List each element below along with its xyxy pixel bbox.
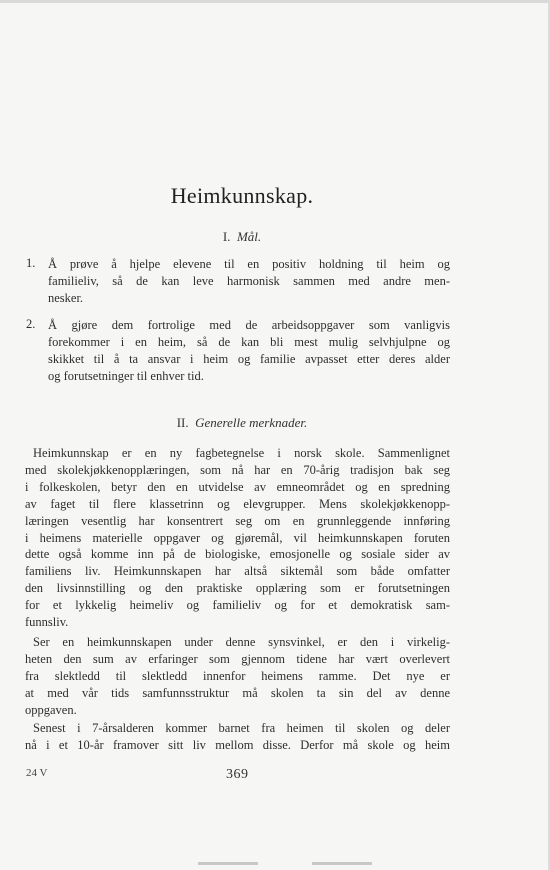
text-line: Ser en heimkunnskapen under denne synsvinkel, er den i virkelig- <box>33 635 450 649</box>
text-line: den livsinnstilling og den praktiske opplæring som er forutsetningen <box>25 581 450 596</box>
scan-mark <box>312 862 372 865</box>
section-title: Mål. <box>236 229 262 244</box>
text-line: oppgaven. <box>25 702 77 717</box>
text-line: nesker. <box>48 290 84 305</box>
scan-mark <box>198 862 258 865</box>
text-line: og forutsetninger til enhver tid. <box>48 368 204 383</box>
text-line: læringen vesentlig har konsentrert seg om en grunnleggende innføring <box>25 513 450 528</box>
goal-item <box>48 317 450 385</box>
section-number: II. <box>176 415 189 430</box>
text-line: familieliv, så de kan leve harmonisk sammen med andre men- <box>48 273 450 288</box>
page-title: Heimkunnskap. <box>170 183 314 208</box>
text-line: Senest i 7-årsalderen kommer barnet fra heimen til skolen og deler <box>33 721 450 735</box>
section-number: I. <box>222 229 231 244</box>
text-line: Å prøve å hjelpe elevene til en positiv holdning til heim og <box>48 257 450 271</box>
paragraph <box>25 445 450 631</box>
goal-number: 2. <box>26 317 36 331</box>
text-line: familiens liv. Heimkunnskapen har altså siktemål som både omfatter <box>25 564 450 579</box>
text-line: i heimens materielle oppgaver og gjøremål, vil heimkunnskapen foruten <box>25 530 450 545</box>
section-heading-goals <box>0 229 484 245</box>
goal-number: 1. <box>26 256 36 270</box>
text-line: funnsliv. <box>25 615 69 630</box>
text-line: med skolekjøkkenopplæringen, som nå har en 70-årig tradisjon bak seg <box>25 462 450 477</box>
text-line: fra slektledd til slektledd innenfor heimens ramme. Det nye er <box>25 668 450 683</box>
text-line: heten den sum av erfaringer som gjennom tidene har vært overlevert <box>25 651 450 666</box>
page-top-edge <box>0 0 550 3</box>
paragraph <box>25 720 450 754</box>
text-line: forekommer i en heim, så de kan bli mest mulig selvhjulpne og <box>48 334 450 349</box>
text-line: dette også komme inn på de biologiske, emosjonelle og sosiale sider av <box>25 547 450 562</box>
text-line: at med vår tids samfunnsstruktur må skolen ta sin del av denne <box>25 685 450 700</box>
section-title: Generelle merknader. <box>195 415 308 430</box>
section-heading-remarks <box>0 415 484 431</box>
goal-item <box>48 256 450 307</box>
text-line: i folkeskolen, betyr den en utvidelse av emneområdet og en spredning <box>25 479 450 494</box>
text-line: for et lykkelig heimeliv og familieliv og for et demokratisk sam- <box>25 598 450 613</box>
text-line: skikket til å ta ansvar i heim og familie avpasset etter deres alder <box>48 351 450 366</box>
page-number: 369 <box>226 767 249 782</box>
printer-signature: 24 V <box>26 767 48 779</box>
text-line: Å gjøre dem fortrolige med de arbeidsoppgaver som vanligvis <box>48 318 450 332</box>
text-line: Heimkunnskap er en ny fagbetegnelse i norsk skole. Sammenlignet <box>33 446 450 460</box>
text-line: nå i et 10-år framover sitt liv mellom disse. Derfor må skole og heim <box>25 737 450 752</box>
text-line: av faget til flere klassetrinn og elevgrupper. Mens skolekjøkkenopp- <box>25 496 450 511</box>
paragraph <box>25 634 450 719</box>
